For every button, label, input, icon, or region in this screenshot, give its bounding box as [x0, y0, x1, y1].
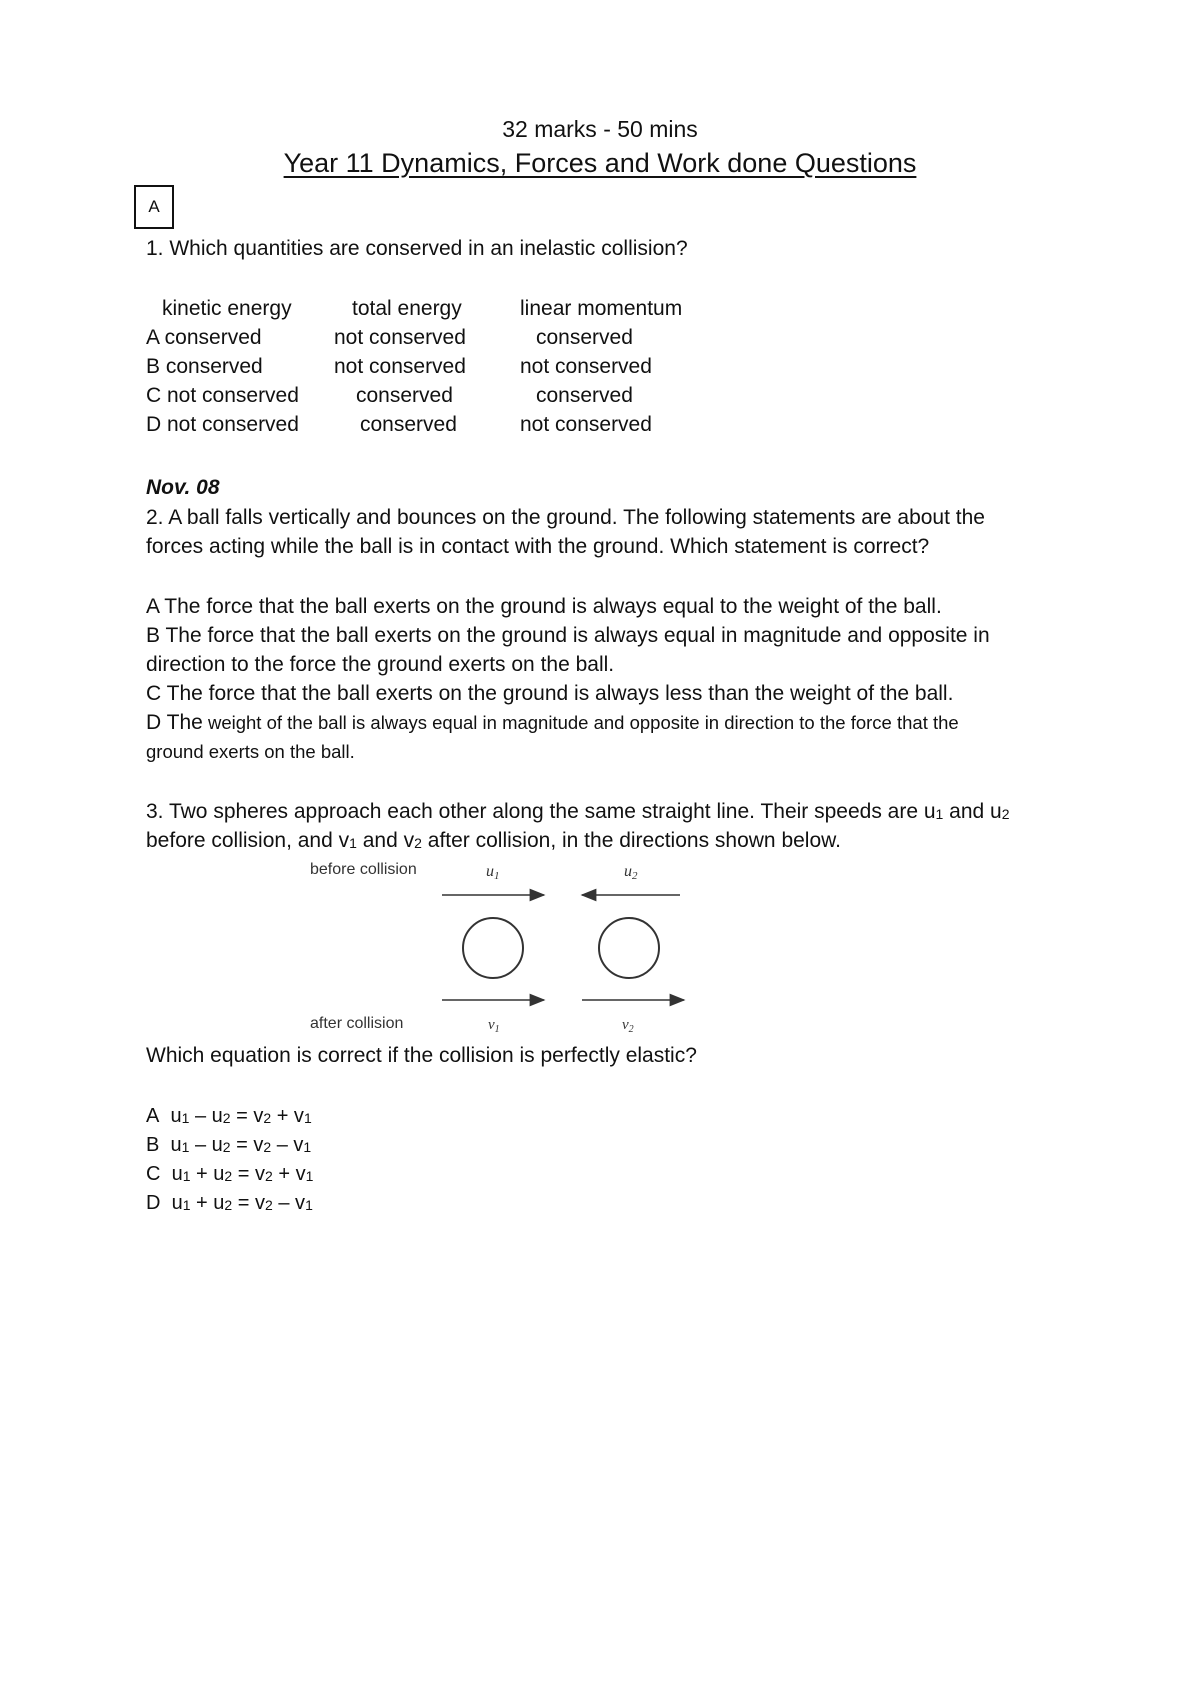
q1-row-d-label: D not conserved	[146, 413, 299, 436]
q3-option-d: D $u_1 + u_2 = v_2 - v_1$	[146, 1192, 313, 1214]
q2-option-d-rest: weight of the ball is always equal in magnitude and opposite in direction to the force that the	[202, 712, 959, 733]
q3-line2-sub2: 2	[414, 835, 422, 851]
q2-option-a: A The force that the ball exerts on the ground is always equal to the weight of the ball.	[146, 595, 942, 618]
q1-row-b-momentum: not conserved	[520, 355, 652, 378]
q1-question: 1. Which quantities are conserved in an inelastic collision?	[146, 237, 688, 260]
q3-line2-text-b: and v	[356, 829, 415, 852]
q3-line1	[146, 798, 1010, 828]
q1-row-a-total: not conserved	[334, 326, 466, 349]
q1-row-d-total: conserved	[360, 413, 457, 436]
marks-time-header: 32 marks - 50 mins	[502, 116, 698, 142]
q1-col-total-energy: total energy	[352, 297, 462, 320]
sphere-2	[599, 918, 659, 978]
q3-line1-text-a: 3. Two spheres approach each other along the same straight line. Their speeds are u	[146, 800, 936, 823]
q2-option-d-line2: ground exerts on the ball.	[146, 741, 355, 762]
q3-line2-text-a: before collision, and v	[146, 829, 350, 852]
q2-option-b-line1: B The force that the ball exerts on the ground is always equal in magnitude and opposite in	[146, 624, 990, 647]
q3-option-a: A $u_1 - u_2 = v_2 + v_1$	[146, 1105, 312, 1127]
sphere-1	[463, 918, 523, 978]
v2-label: $v_2$	[622, 1017, 634, 1035]
q1-row-b-label: B conserved	[146, 355, 263, 378]
q1-row-b-total: not conserved	[334, 355, 466, 378]
q3-line1-text-b: and u	[943, 800, 1002, 823]
page-title: Year 11 Dynamics, Forces and Work done Questions	[283, 148, 917, 178]
q2-option-c: C The force that the ball exerts on the ground is always less than the weight of the ball.	[146, 682, 954, 705]
q2-option-d-line1	[146, 709, 959, 737]
q3-line2-sub1: 1	[349, 835, 357, 851]
q1-row-c-total: conserved	[356, 384, 453, 407]
q2-option-d-prefix: D The	[146, 711, 203, 734]
section-box: A	[134, 185, 174, 229]
u1-label: u1	[486, 863, 500, 882]
q1-row-d-momentum: not conserved	[520, 413, 652, 436]
before-collision-label: before collision	[310, 861, 417, 878]
u2-label: u2	[624, 863, 638, 882]
q1-row-c-label: C not conserved	[146, 384, 299, 407]
q3-option-b: B $u_1 - u_2 = v_2 - v_1$	[146, 1134, 312, 1156]
after-collision-label: after collision	[310, 1015, 404, 1032]
q1-row-a-momentum: conserved	[536, 326, 633, 349]
q2-option-b-line2: direction to the force the ground exerts on the ball.	[146, 653, 615, 676]
collision-diagram-svg	[300, 850, 720, 1040]
q1-col-linear-momentum: linear momentum	[520, 297, 683, 320]
q3-line2-text-c: after collision, in the directions shown below.	[421, 829, 841, 852]
collision-diagram	[300, 850, 720, 1040]
q3-option-c: C $u_1 + u_2 = v_2 + v_1$	[146, 1163, 314, 1185]
q1-row-a-label: A conserved	[146, 326, 262, 349]
q1-col-kinetic-energy: kinetic energy	[162, 297, 292, 320]
q2-tag: Nov. 08	[146, 476, 220, 499]
q3-prompt: Which equation is correct if the collision is perfectly elastic?	[146, 1044, 697, 1067]
q2-question-line2: forces acting while the ball is in contact with the ground. Which statement is correct?	[146, 535, 930, 558]
q2-question-line1: 2. A ball falls vertically and bounces on the ground. The following statements are about the	[146, 506, 985, 529]
q1-row-c-momentum: conserved	[536, 384, 633, 407]
q3-line1-sub2: 2	[1001, 806, 1010, 822]
v1-label: $v_1$	[488, 1017, 500, 1035]
q3-line1-sub1: 1	[935, 806, 944, 822]
